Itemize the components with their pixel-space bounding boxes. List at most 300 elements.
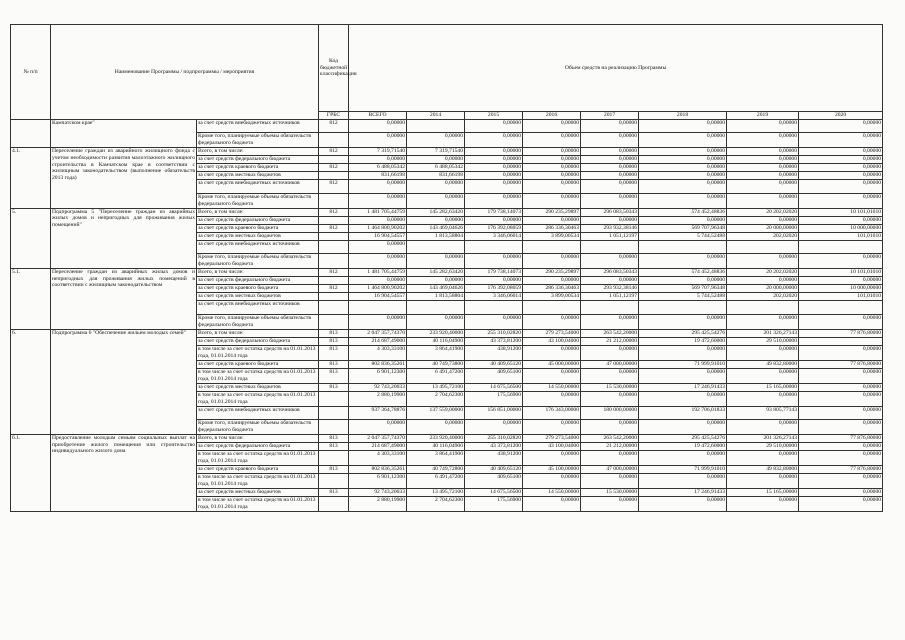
row-program-name: Подпрограмма 5 "Переселение граждан из аварийных жилых домов и непригодных для проживания жилых помещений" [51, 208, 197, 268]
row-amount-2019: 0,00000 [727, 172, 799, 180]
row-funding-source: Всего, в том числе: [197, 269, 319, 277]
row-grbs-code: 813 [319, 337, 349, 345]
row-amount-2015: 40 409,65120 [465, 360, 523, 368]
row-amount-2018: 17 246,91433 [639, 383, 727, 391]
row-amount-2020: 0,00000 [799, 383, 883, 391]
row-funding-source: за счет средств внебюджетных источников [197, 240, 319, 253]
row-amount-2018: 5 744,52488 [639, 293, 727, 301]
row-amount-2017: 15 530,00000 [581, 488, 639, 496]
header-budget-code: Код бюджетной классификации [319, 25, 349, 112]
row-amount-2015: 0,00000 [465, 172, 523, 180]
row-amount-2015: 0,00000 [465, 148, 523, 156]
row-amount-2016: 0,00000 [523, 193, 581, 208]
row-amount-2018: 71 999,91010 [639, 465, 727, 473]
row-amount-2020: 0,00000 [799, 442, 883, 450]
row-grbs-code [319, 301, 349, 314]
row-amount-2019: 0,00000 [727, 314, 799, 329]
row-amount-ВСЕГО: 92 743,20033 [349, 383, 407, 391]
row-amount-2019: 0,00000 [727, 277, 799, 285]
row-grbs-code [319, 473, 349, 488]
row-amount-2018: 0,00000 [639, 164, 727, 172]
row-amount-2015: 0,00000 [465, 156, 523, 164]
row-amount-2019: 20 000,00000 [727, 285, 799, 293]
row-amount-2020: 10 000,00000 [799, 224, 883, 232]
row-amount-ВСЕГО: 214 687,49000 [349, 442, 407, 450]
row-amount-2020: 0,00000 [799, 406, 883, 419]
row-amount-2015: 0,00000 [465, 277, 523, 285]
row-amount-2015: 14 675,56500 [465, 488, 523, 496]
row-amount-2019: 0,00000 [727, 164, 799, 172]
row-amount-2020: 0,00000 [799, 254, 883, 269]
row-amount-2020 [799, 337, 883, 345]
row-grbs-code [319, 293, 349, 301]
row-amount-2020 [799, 301, 883, 314]
header-grbs: ГРБС [319, 112, 349, 120]
row-amount-2014: 145 282,63420 [407, 208, 465, 216]
row-grbs-code: 812 [319, 285, 349, 293]
row-amount-2019 [727, 301, 799, 314]
row-amount-2014: 1 813,58804 [407, 232, 465, 240]
row-amount-2019: 0,00000 [727, 254, 799, 269]
row-amount-2019: 0,00000 [727, 345, 799, 360]
row-amount-2016: 279 273,54000 [523, 434, 581, 442]
row-funding-source: Кроме того, планируемые объемы обязательств федерального бюджета [197, 254, 319, 269]
row-amount-ВСЕГО: 2 047 357,74370 [349, 329, 407, 337]
row-amount-2019: 0,00000 [727, 193, 799, 208]
row-amount-2020 [799, 240, 883, 253]
row-amount-2018: 5 744,52488 [639, 232, 727, 240]
row-amount-2020: 101,01010 [799, 232, 883, 240]
row-amount-2014: 145 282,63420 [407, 269, 465, 277]
row-amount-ВСЕГО: 16 904,54557 [349, 293, 407, 301]
row-amount-2019: 20 202,02020 [727, 208, 799, 216]
table-header-row [11, 25, 883, 112]
row-amount-2016: 45 000,00000 [523, 360, 581, 368]
row-amount-2018: 0,00000 [639, 193, 727, 208]
row-amount-2019: 15 165,00000 [727, 488, 799, 496]
row-amount-2014: 13 495,72100 [407, 383, 465, 391]
row-amount-2018: 0,00000 [639, 120, 727, 133]
row-amount-2017: 296 083,50343 [581, 269, 639, 277]
row-amount-2014: 233 920,40000 [407, 434, 465, 442]
row-amount-2017: 0,00000 [581, 473, 639, 488]
row-amount-2014: 6 488,05342 [407, 164, 465, 172]
row-amount-2016: 0,00000 [523, 473, 581, 488]
row-grbs-code: 813 [319, 442, 349, 450]
row-amount-2017: 0,00000 [581, 216, 639, 224]
row-amount-2014: 1 813,58804 [407, 293, 465, 301]
row-amount-2015: 438,91200 [465, 345, 523, 360]
row-amount-2016: 0,00000 [523, 156, 581, 164]
row-grbs-code [319, 216, 349, 224]
row-amount-ВСЕГО: 0,00000 [349, 156, 407, 164]
row-grbs-code: 813 [319, 434, 349, 442]
row-grbs-code: 813 [319, 345, 349, 360]
row-amount-2019: 0,00000 [727, 120, 799, 133]
row-amount-2015: 175,56900 [465, 496, 523, 511]
row-amount-2014: 3 864,41900 [407, 450, 465, 465]
row-amount-2014: 0,00000 [407, 216, 465, 224]
row-amount-2016: 0,00000 [523, 277, 581, 285]
row-amount-2014: 13 495,72100 [407, 488, 465, 496]
row-amount-2014: 137 559,00000 [407, 406, 465, 419]
row-amount-2018: 0,00000 [639, 148, 727, 156]
row-amount-2016: 43 100,04000 [523, 442, 581, 450]
row-amount-2019: 20 202,02020 [727, 269, 799, 277]
row-amount-2015: 0,00000 [465, 133, 523, 148]
row-amount-2017: 0,00000 [581, 314, 639, 329]
row-amount-2015: 3 346,06014 [465, 293, 523, 301]
row-grbs-code: 812 [319, 180, 349, 193]
row-grbs-code: 813 [319, 368, 349, 383]
row-amount-2020: 0,00000 [799, 120, 883, 133]
row-amount-2015: 0,00000 [465, 254, 523, 269]
row-amount-ВСЕГО: 0,00000 [349, 216, 407, 224]
row-amount-2018: 0,00000 [639, 254, 727, 269]
row-amount-2020: 0,00000 [799, 391, 883, 406]
table-row [11, 208, 883, 216]
row-grbs-code [319, 406, 349, 419]
row-amount-2017: 0,00000 [581, 180, 639, 193]
row-amount-2015: 0,00000 [465, 419, 523, 434]
row-amount-2015: 255 310,02820 [465, 434, 523, 442]
row-amount-2019: 29 510,00000 [727, 337, 799, 345]
row-grbs-code: 812 [319, 269, 349, 277]
row-amount-2020: 77 876,80000 [799, 329, 883, 337]
row-grbs-code [319, 496, 349, 511]
row-amount-2016: 0,00000 [523, 216, 581, 224]
row-amount-2014: 0,00000 [407, 419, 465, 434]
row-amount-2016: 0,00000 [523, 148, 581, 156]
row-amount-2018: 0,00000 [639, 391, 727, 406]
row-amount-2017: 263 542,20000 [581, 434, 639, 442]
row-funding-source: Кроме того, планируемые объемы обязательств федерального бюджета [197, 419, 319, 434]
row-amount-2016: 14 550,00000 [523, 488, 581, 496]
row-amount-2014: 40 749,73800 [407, 360, 465, 368]
row-grbs-code [319, 277, 349, 285]
row-amount-ВСЕГО: 4 303,33100 [349, 345, 407, 360]
row-amount-2017: 1 051,12197 [581, 293, 639, 301]
row-amount-2015: 43 373,81200 [465, 337, 523, 345]
row-funding-source: за счет средств федерального бюджета [197, 277, 319, 285]
row-amount-2017: 0,00000 [581, 193, 639, 208]
row-grbs-code [319, 232, 349, 240]
row-funding-source: за счет средств внебюджетных источников [197, 180, 319, 193]
row-funding-source: за счет средств краевого бюджета [197, 465, 319, 473]
row-amount-2016: 0,00000 [523, 314, 581, 329]
row-amount-2019: 0,00000 [727, 148, 799, 156]
row-amount-ВСЕГО: 0,00000 [349, 277, 407, 285]
row-amount-ВСЕГО: 2 047 357,74370 [349, 434, 407, 442]
row-amount-2019: 0,00000 [727, 391, 799, 406]
row-number: 6.1. [11, 434, 51, 511]
row-amount-2018: 17 246,91433 [639, 488, 727, 496]
row-funding-source: Кроме того, планируемые объемы обязательств федерального бюджета [197, 193, 319, 208]
row-grbs-code [319, 133, 349, 148]
row-amount-2014: 0,00000 [407, 254, 465, 269]
table-row [11, 148, 883, 156]
row-amount-2016: 0,00000 [523, 419, 581, 434]
row-amount-2015: 0,00000 [465, 314, 523, 329]
row-amount-2018: 0,00000 [639, 314, 727, 329]
row-funding-source: Всего, в том числе: [197, 329, 319, 337]
row-amount-2016: 0,00000 [523, 345, 581, 360]
row-amount-2018: 569 707,96348 [639, 224, 727, 232]
row-amount-ВСЕГО: 0,00000 [349, 180, 407, 193]
row-amount-2020: 10 101,01010 [799, 208, 883, 216]
row-amount-2020: 0,00000 [799, 133, 883, 148]
row-amount-2020: 0,00000 [799, 180, 883, 193]
row-amount-ВСЕГО: 214 687,49000 [349, 337, 407, 345]
row-amount-2015: 179 738,14073 [465, 208, 523, 216]
row-amount-2017: 263 542,20000 [581, 329, 639, 337]
row-amount-ВСЕГО: 92 743,20033 [349, 488, 407, 496]
row-amount-2014: 6 491,47200 [407, 368, 465, 383]
row-amount-2020: 0,00000 [799, 450, 883, 465]
row-amount-2014: 40 116,04900 [407, 442, 465, 450]
row-amount-2020: 0,00000 [799, 419, 883, 434]
row-amount-2019: 93 805,77143 [727, 406, 799, 419]
row-amount-2018 [639, 240, 727, 253]
row-amount-2016: 0,00000 [523, 133, 581, 148]
row-amount-2014: 7 319,71540 [407, 148, 465, 156]
row-amount-2016: 0,00000 [523, 254, 581, 269]
program-funding-table [10, 24, 883, 512]
row-amount-2019: 15 165,00000 [727, 383, 799, 391]
row-amount-ВСЕГО: 802 836,35261 [349, 360, 407, 368]
row-amount-2014: 0,00000 [407, 156, 465, 164]
row-funding-source: за счет средств краевого бюджета [197, 164, 319, 172]
row-grbs-code: 813 [319, 488, 349, 496]
row-funding-source: за счет средств краевого бюджета [197, 224, 319, 232]
header-year-2016: 2016 [523, 112, 581, 120]
row-amount-2016: 290 235,29897 [523, 269, 581, 277]
row-amount-ВСЕГО: 1 464 800,90202 [349, 224, 407, 232]
row-grbs-code: 812 [319, 224, 349, 232]
row-amount-2015: 43 373,81200 [465, 442, 523, 450]
row-amount-2014: 143 469,04626 [407, 224, 465, 232]
row-number: 5.1. [11, 269, 51, 329]
header-program-name: Наименование Программы / подпрограммы / мероприятия [51, 25, 319, 120]
row-amount-2018: 0,00000 [639, 368, 727, 383]
row-funding-source: за счет средств федерального бюджета [197, 156, 319, 164]
row-amount-2016: 176 343,00000 [523, 406, 581, 419]
row-number [11, 120, 51, 148]
header-year-2018: 2018 [639, 112, 727, 120]
row-amount-2014: 40 116,04900 [407, 337, 465, 345]
row-amount-2017 [581, 301, 639, 314]
row-amount-2016 [523, 240, 581, 253]
header-year-2017: 2017 [581, 112, 639, 120]
row-amount-2017: 21 212,00000 [581, 442, 639, 450]
row-amount-2015: 0,00000 [465, 180, 523, 193]
row-amount-ВСЕГО: 4 303,33100 [349, 450, 407, 465]
row-grbs-code: 812 [319, 164, 349, 172]
row-amount-2016: 0,00000 [523, 164, 581, 172]
row-amount-2019: 49 832,80000 [727, 360, 799, 368]
row-amount-2014: 0,00000 [407, 180, 465, 193]
row-amount-2016: 286 336,30463 [523, 285, 581, 293]
row-amount-ВСЕГО: 7 319,71540 [349, 148, 407, 156]
row-amount-2017: 0,00000 [581, 148, 639, 156]
row-amount-2017: 0,00000 [581, 450, 639, 465]
row-amount-2014: 0,00000 [407, 277, 465, 285]
row-amount-2014: 0,00000 [407, 314, 465, 329]
row-funding-source: за счет средств местных бюджетов [197, 293, 319, 301]
row-amount-2020: 77 876,80000 [799, 465, 883, 473]
row-grbs-code [319, 314, 349, 329]
row-funding-source: Всего, в том числе: [197, 434, 319, 442]
row-grbs-code: 812 [319, 120, 349, 133]
table-row [11, 329, 883, 337]
row-grbs-code: 813 [319, 465, 349, 473]
row-amount-ВСЕГО: 0,00000 [349, 193, 407, 208]
row-amount-2019: 201 326,27143 [727, 434, 799, 442]
row-amount-2020: 0,00000 [799, 164, 883, 172]
row-amount-2019: 0,00000 [727, 156, 799, 164]
row-amount-2015: 176 392,08059 [465, 224, 523, 232]
row-funding-source: за счет средств местных бюджетов [197, 488, 319, 496]
row-amount-2014: 0,00000 [407, 193, 465, 208]
row-funding-source: за счет средств краевого бюджета [197, 285, 319, 293]
row-amount-2017: 0,00000 [581, 496, 639, 511]
row-amount-2018: 0,00000 [639, 345, 727, 360]
row-amount-2017: 1 051,12197 [581, 232, 639, 240]
table-row [11, 120, 883, 133]
row-funding-source: за счет средств федерального бюджета [197, 442, 319, 450]
row-amount-2016: 0,00000 [523, 496, 581, 511]
row-funding-source: за счет средств местных бюджетов [197, 383, 319, 391]
row-amount-2017: 0,00000 [581, 254, 639, 269]
row-amount-2017 [581, 240, 639, 253]
row-amount-2018: 0,00000 [639, 496, 727, 511]
row-amount-2020: 0,00000 [799, 148, 883, 156]
row-amount-2019: 49 832,80000 [727, 465, 799, 473]
row-amount-2015: 0,00000 [465, 164, 523, 172]
row-grbs-code [319, 193, 349, 208]
row-amount-2018: 0,00000 [639, 277, 727, 285]
row-grbs-code [319, 240, 349, 253]
row-grbs-code [319, 391, 349, 406]
row-amount-2017: 47 000,00000 [581, 465, 639, 473]
row-amount-2014 [407, 240, 465, 253]
row-number: 5. [11, 208, 51, 268]
row-amount-2018: 0,00000 [639, 216, 727, 224]
table-row [11, 434, 883, 442]
row-amount-2015 [465, 301, 523, 314]
row-amount-2017: 0,00000 [581, 419, 639, 434]
row-funding-source: в том числе за счет остатка средств на 01.01.2013 года, 01.01.2014 года [197, 473, 319, 488]
row-amount-2018: 71 999,91010 [639, 360, 727, 368]
row-amount-2016: 3 899,00534 [523, 232, 581, 240]
row-amount-ВСЕГО: 16 904,54557 [349, 232, 407, 240]
row-amount-2016: 43 100,04000 [523, 337, 581, 345]
row-amount-2020: 0,00000 [799, 368, 883, 383]
header-year-2020: 2020 [799, 112, 883, 120]
row-grbs-code: 812 [319, 208, 349, 216]
row-amount-2015: 3 346,06014 [465, 232, 523, 240]
row-amount-2017: 0,00000 [581, 133, 639, 148]
row-amount-2014: 6 491,47200 [407, 473, 465, 488]
row-amount-2020: 77 876,80000 [799, 434, 883, 442]
row-amount-2017: 15 530,00000 [581, 383, 639, 391]
row-program-name: Подпрограмма 6 "Обеспечение жильем молодых семей" [51, 329, 197, 434]
row-amount-2015: 0,00000 [465, 216, 523, 224]
row-amount-2016: 14 550,00000 [523, 383, 581, 391]
row-amount-2015: 176 392,08059 [465, 285, 523, 293]
row-amount-2017: 293 932,38146 [581, 224, 639, 232]
row-amount-2016 [523, 301, 581, 314]
row-amount-2020: 10 000,00000 [799, 285, 883, 293]
row-funding-source: за счет средств местных бюджетов [197, 232, 319, 240]
row-amount-2016: 0,00000 [523, 368, 581, 383]
row-funding-source: за счет средств внебюджетных источников [197, 120, 319, 133]
row-funding-source: за счет средств внебюджетных источников [197, 406, 319, 419]
row-amount-2014: 831,66198 [407, 172, 465, 180]
row-funding-source: Кроме того, планируемые объемы обязательств федерального бюджета [197, 133, 319, 148]
row-amount-ВСЕГО [349, 301, 407, 314]
row-grbs-code [319, 156, 349, 164]
row-amount-2020: 77 876,80000 [799, 360, 883, 368]
row-funding-source: за счет средств федерального бюджета [197, 216, 319, 224]
row-amount-2016: 3 899,00534 [523, 293, 581, 301]
row-amount-ВСЕГО: 6 901,12300 [349, 473, 407, 488]
row-amount-2018: 295 425,54276 [639, 329, 727, 337]
row-amount-2017: 47 000,00000 [581, 360, 639, 368]
row-grbs-code [319, 419, 349, 434]
row-amount-2014: 233 920,40000 [407, 329, 465, 337]
row-amount-2016: 0,00000 [523, 450, 581, 465]
row-amount-2017: 0,00000 [581, 277, 639, 285]
row-amount-2020: 0,00000 [799, 193, 883, 208]
row-funding-source: за счет средств краевого бюджета [197, 360, 319, 368]
row-amount-2015: 179 738,14073 [465, 269, 523, 277]
row-amount-2020: 0,00000 [799, 277, 883, 285]
row-amount-2015: 156 851,00000 [465, 406, 523, 419]
row-funding-source: Всего, в том числе: [197, 148, 319, 156]
row-amount-2019: 0,00000 [727, 216, 799, 224]
row-amount-2020: 101,01010 [799, 293, 883, 301]
row-amount-2015: 409,65100 [465, 368, 523, 383]
row-funding-source: за счет средств внебюджетных источников [197, 301, 319, 314]
row-amount-2015 [465, 240, 523, 253]
row-funding-source: за счет средств федерального бюджета [197, 337, 319, 345]
row-amount-2019: 0,00000 [727, 180, 799, 193]
row-amount-ВСЕГО: 0,00000 [349, 133, 407, 148]
row-amount-2019: 0,00000 [727, 450, 799, 465]
row-amount-ВСЕГО: 2 880,19900 [349, 496, 407, 511]
row-amount-2016: 279 273,54000 [523, 329, 581, 337]
row-program-name: Камчатском крае" [51, 120, 197, 148]
row-amount-ВСЕГО: 937 364,78876 [349, 406, 407, 419]
row-amount-2017: 293 932,38146 [581, 285, 639, 293]
row-amount-2020: 0,00000 [799, 156, 883, 164]
row-amount-2016: 0,00000 [523, 172, 581, 180]
row-grbs-code: 813 [319, 383, 349, 391]
row-grbs-code: 813 [319, 329, 349, 337]
row-amount-2018: 0,00000 [639, 180, 727, 193]
row-amount-2014: 2 704,62300 [407, 391, 465, 406]
row-amount-2020: 0,00000 [799, 216, 883, 224]
row-amount-2019: 202,02020 [727, 232, 799, 240]
row-grbs-code: 812 [319, 148, 349, 156]
row-amount-2015: 14 675,56500 [465, 383, 523, 391]
row-amount-2015: 0,00000 [465, 120, 523, 133]
row-amount-2017: 21 212,00000 [581, 337, 639, 345]
row-number: 6. [11, 329, 51, 434]
row-amount-2018: 19 472,60000 [639, 442, 727, 450]
row-amount-2017: 296 083,50343 [581, 208, 639, 216]
